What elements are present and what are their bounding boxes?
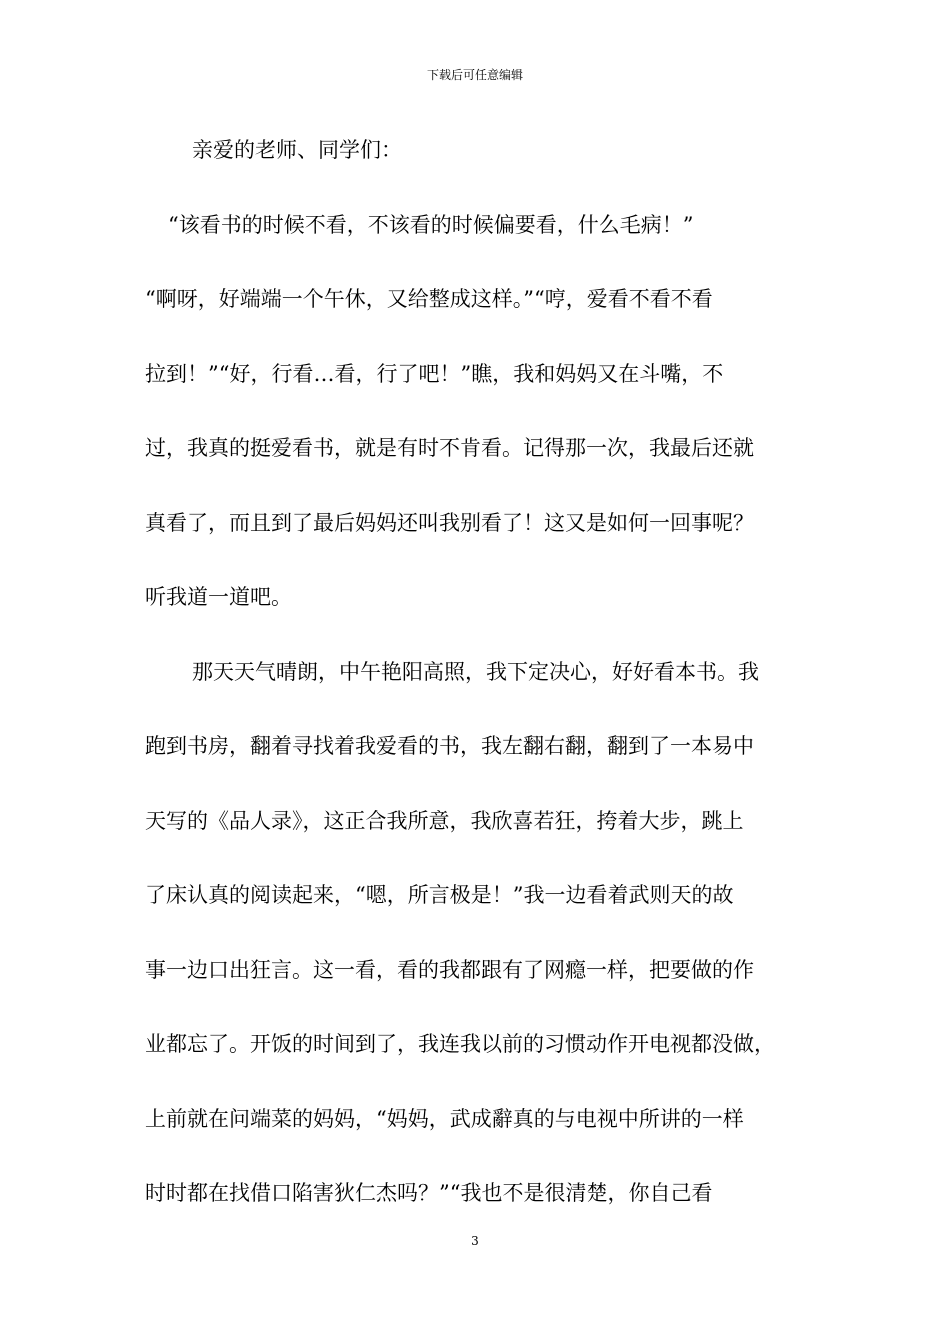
paragraph-line: 真看了，而且到了最后妈妈还叫我别看了！这又是如何一回事呢？ [145,511,754,535]
paragraph-line: 跑到书房，翻着寻找着我爱看的书，我左翻右翻，翻到了一本易中 [145,734,754,758]
paragraph-line: “啊呀，好端端一个午休，又给整成这样。”“哼，爱看不看不看 [145,287,713,311]
paragraph-line: 过，我真的挺爱看书，就是有时不肯看。记得那一次，我最后还就 [145,436,754,460]
paragraph-line: “该看书的时候不看，不该看的时候偏要看，什么毛病！” [168,213,694,237]
page-header-note: 下载后可任意编辑 [426,68,523,82]
paragraph-line: 时时都在找借口陷害狄仁杰吗？”“我也不是很清楚，你自己看 [145,1181,713,1205]
paragraph-line: 事一边口出狂言。这一看，看的我都跟有了网瘾一样，把要做的作 [145,958,754,982]
salutation-line: 亲爱的老师、同学们： [192,138,402,162]
paragraph-line: 拉到！”“好，行看…看，行了吧！”瞧，我和妈妈又在斗嘴，不 [145,362,724,386]
paragraph-line: 那天天气晴朗，中午艳阳高照，我下定决心，好好看本书。我 [192,660,759,684]
paragraph-line: 上前就在问端菜的妈妈，“妈妈，武成辭真的与电视中所讲的一样 [145,1107,744,1131]
paragraph-line: 了床认真的阅读起来，“嗯，所言极是！”我一边看着武则天的故 [145,883,734,907]
page-number: 3 [471,1234,479,1248]
paragraph-line: 业都忘了。开饭的时间到了，我连我以前的习惯动作开电视都没做， [145,1032,775,1056]
paragraph-line: 天写的《品人录》，这正合我所意，我欣喜若狂，挎着大步，跳上 [145,809,744,833]
paragraph-line: 听我道一道吧。 [145,585,292,609]
